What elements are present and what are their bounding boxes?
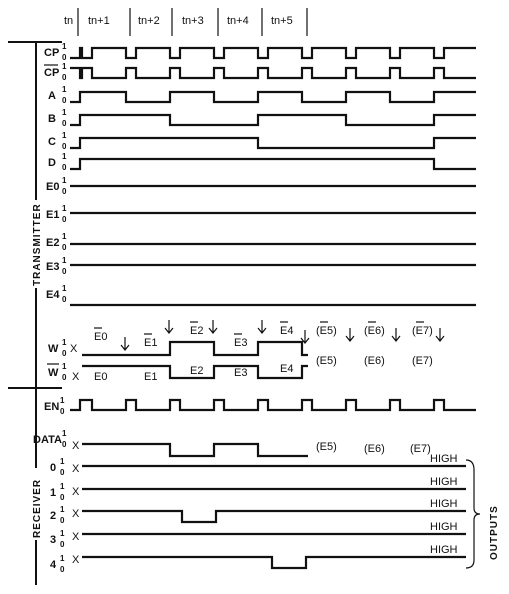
dont-care-x: X bbox=[70, 343, 78, 355]
level-zero: 0 bbox=[62, 349, 67, 358]
w-annotation-e5: (E5) bbox=[316, 325, 337, 337]
signal-name-c: C bbox=[48, 136, 56, 148]
signal-name-w-bar: W bbox=[48, 367, 59, 379]
level-one: 1 bbox=[62, 429, 67, 438]
signal-name-w: W bbox=[48, 343, 59, 355]
waveform-r2 bbox=[82, 511, 466, 522]
level-zero: 0 bbox=[60, 468, 65, 477]
waveform-cp-bar bbox=[70, 68, 476, 78]
signal-name-r3: 3 bbox=[50, 534, 57, 546]
level-zero: 0 bbox=[60, 407, 65, 416]
time-label-tn1: tn+1 bbox=[88, 15, 110, 27]
dont-care-x: X bbox=[72, 486, 80, 498]
level-one: 1 bbox=[62, 108, 67, 117]
level-zero: 0 bbox=[60, 516, 65, 525]
w-bar-annotation-e0: E0 bbox=[94, 371, 108, 383]
level-zero: 0 bbox=[62, 142, 67, 151]
down-arrow-icon bbox=[258, 320, 266, 333]
level-one: 1 bbox=[62, 256, 67, 265]
level-zero: 0 bbox=[60, 540, 65, 549]
dont-care-x: X bbox=[72, 554, 80, 566]
dont-care-markers bbox=[70, 343, 80, 566]
signal-name-r0: 0 bbox=[50, 462, 57, 474]
level-one: 1 bbox=[62, 284, 67, 293]
waveform-a bbox=[70, 92, 476, 102]
dont-care-x: X bbox=[72, 531, 80, 543]
output-high-2: HIGH bbox=[430, 498, 458, 510]
signal-name-e3: E3 bbox=[46, 261, 60, 273]
level-zero: 0 bbox=[62, 440, 67, 449]
waveform-cp bbox=[70, 48, 476, 58]
dont-care-x: X bbox=[72, 440, 80, 452]
waveform-c bbox=[70, 138, 476, 148]
signal-name-a: A bbox=[48, 90, 56, 102]
w-annotation-e7: (E7) bbox=[412, 325, 433, 337]
signal-name-en: EN bbox=[44, 401, 60, 413]
level-one: 1 bbox=[62, 362, 67, 371]
w-bar-annotation-e1: E1 bbox=[144, 371, 158, 383]
time-label-tn4: tn+4 bbox=[227, 15, 249, 27]
signal-name-cp-bar: CP bbox=[44, 67, 60, 79]
w-annotation-e0: E0 bbox=[94, 331, 108, 343]
dont-care-x: X bbox=[72, 371, 80, 383]
w-annotation-e4: E4 bbox=[280, 325, 294, 337]
level-zero: 0 bbox=[62, 215, 67, 224]
w-annotation-e2: E2 bbox=[190, 325, 204, 337]
level-zero: 0 bbox=[62, 187, 67, 196]
dont-care-x: X bbox=[72, 508, 80, 520]
level-one: 1 bbox=[60, 482, 65, 491]
level-zero: 0 bbox=[60, 493, 65, 502]
level-one: 1 bbox=[62, 42, 67, 51]
level-zero: 0 bbox=[62, 373, 67, 382]
time-label-tn: tn bbox=[64, 15, 74, 27]
level-zero: 0 bbox=[62, 96, 67, 105]
level-one: 1 bbox=[62, 176, 67, 185]
data-annotation-e6: (E6) bbox=[364, 443, 385, 455]
data-annotations bbox=[316, 441, 431, 455]
w-bar-annotation-e5: (E5) bbox=[316, 355, 337, 367]
section-markers bbox=[8, 42, 500, 585]
level-zero: 0 bbox=[62, 53, 67, 62]
level-one: 1 bbox=[62, 62, 67, 71]
signal-name-r1: 1 bbox=[50, 487, 57, 499]
output-high-4: HIGH bbox=[430, 544, 458, 556]
level-one: 1 bbox=[62, 338, 67, 347]
level-one: 1 bbox=[60, 529, 65, 538]
signal-name-data: DATA bbox=[33, 434, 62, 446]
signal-name-b: B bbox=[48, 113, 56, 125]
receiver-label: RECEIVER bbox=[32, 478, 43, 538]
dont-care-x: X bbox=[72, 463, 80, 475]
level-zero: 0 bbox=[62, 267, 67, 276]
w-bar-annotation-e4: E4 bbox=[280, 363, 294, 375]
waveform-w bbox=[82, 342, 308, 355]
output-high-1: HIGH bbox=[430, 476, 458, 488]
level-one: 1 bbox=[60, 457, 65, 466]
level-zero: 0 bbox=[62, 119, 67, 128]
data-annotation-e5: (E5) bbox=[316, 441, 337, 453]
waveform-r4 bbox=[82, 557, 466, 568]
down-arrow-icon bbox=[209, 320, 217, 333]
w-annotation-e1: E1 bbox=[144, 337, 158, 349]
transmitter-signal-names bbox=[44, 47, 60, 379]
level-one: 1 bbox=[62, 204, 67, 213]
waveform-b bbox=[70, 115, 476, 125]
level-zero: 0 bbox=[60, 565, 65, 574]
level-markers bbox=[60, 42, 67, 574]
signal-name-r2: 2 bbox=[50, 510, 57, 522]
level-zero: 0 bbox=[62, 295, 67, 304]
level-zero: 0 bbox=[62, 73, 67, 82]
level-one: 1 bbox=[62, 131, 67, 140]
signal-name-e1: E1 bbox=[46, 209, 60, 221]
level-one: 1 bbox=[60, 505, 65, 514]
outputs-brace bbox=[466, 460, 480, 568]
level-one: 1 bbox=[62, 85, 67, 94]
time-header bbox=[64, 8, 307, 36]
data-annotation-e7: (E7) bbox=[410, 443, 431, 455]
time-label-tn5: tn+5 bbox=[271, 15, 293, 27]
time-label-tn3: tn+3 bbox=[182, 15, 204, 27]
signal-name-e2: E2 bbox=[46, 237, 60, 249]
w-bar-annotation-e3: E3 bbox=[234, 367, 248, 379]
level-one: 1 bbox=[60, 554, 65, 563]
level-zero: 0 bbox=[62, 163, 67, 172]
output-high-3: HIGH bbox=[430, 521, 458, 533]
outputs-label: OUTPUTS bbox=[489, 505, 500, 560]
level-one: 1 bbox=[62, 152, 67, 161]
time-label-tn2: tn+2 bbox=[138, 15, 160, 27]
waveform-en bbox=[70, 400, 476, 410]
signal-name-cp: CP bbox=[44, 47, 60, 59]
down-arrow-icon bbox=[165, 320, 173, 333]
down-arrow-icon bbox=[436, 328, 444, 341]
transmitter-label: TRANSMITTER bbox=[32, 203, 43, 286]
signal-name-e0: E0 bbox=[46, 181, 60, 193]
down-arrow-icon bbox=[392, 328, 400, 341]
level-zero: 0 bbox=[62, 243, 67, 252]
w-bar-annotation-e7: (E7) bbox=[412, 355, 433, 367]
signal-name-r4: 4 bbox=[50, 559, 57, 571]
w-annotations bbox=[94, 322, 433, 349]
signal-name-d: D bbox=[48, 157, 56, 169]
output-labels bbox=[430, 453, 458, 556]
w-bar-annotation-e6: (E6) bbox=[364, 355, 385, 367]
output-high-0: HIGH bbox=[430, 453, 458, 465]
w-annotation-e6: (E6) bbox=[364, 325, 385, 337]
down-arrow-icon bbox=[121, 337, 129, 350]
w-annotation-e3: E3 bbox=[234, 337, 248, 349]
waveform-d bbox=[70, 159, 476, 169]
w-bar-annotation-e2: E2 bbox=[190, 365, 204, 377]
level-one: 1 bbox=[60, 396, 65, 405]
waveforms bbox=[70, 48, 476, 568]
signal-name-e4: E4 bbox=[46, 289, 60, 301]
down-arrow-icon bbox=[346, 328, 354, 341]
level-one: 1 bbox=[62, 232, 67, 241]
waveform-data bbox=[82, 444, 308, 456]
